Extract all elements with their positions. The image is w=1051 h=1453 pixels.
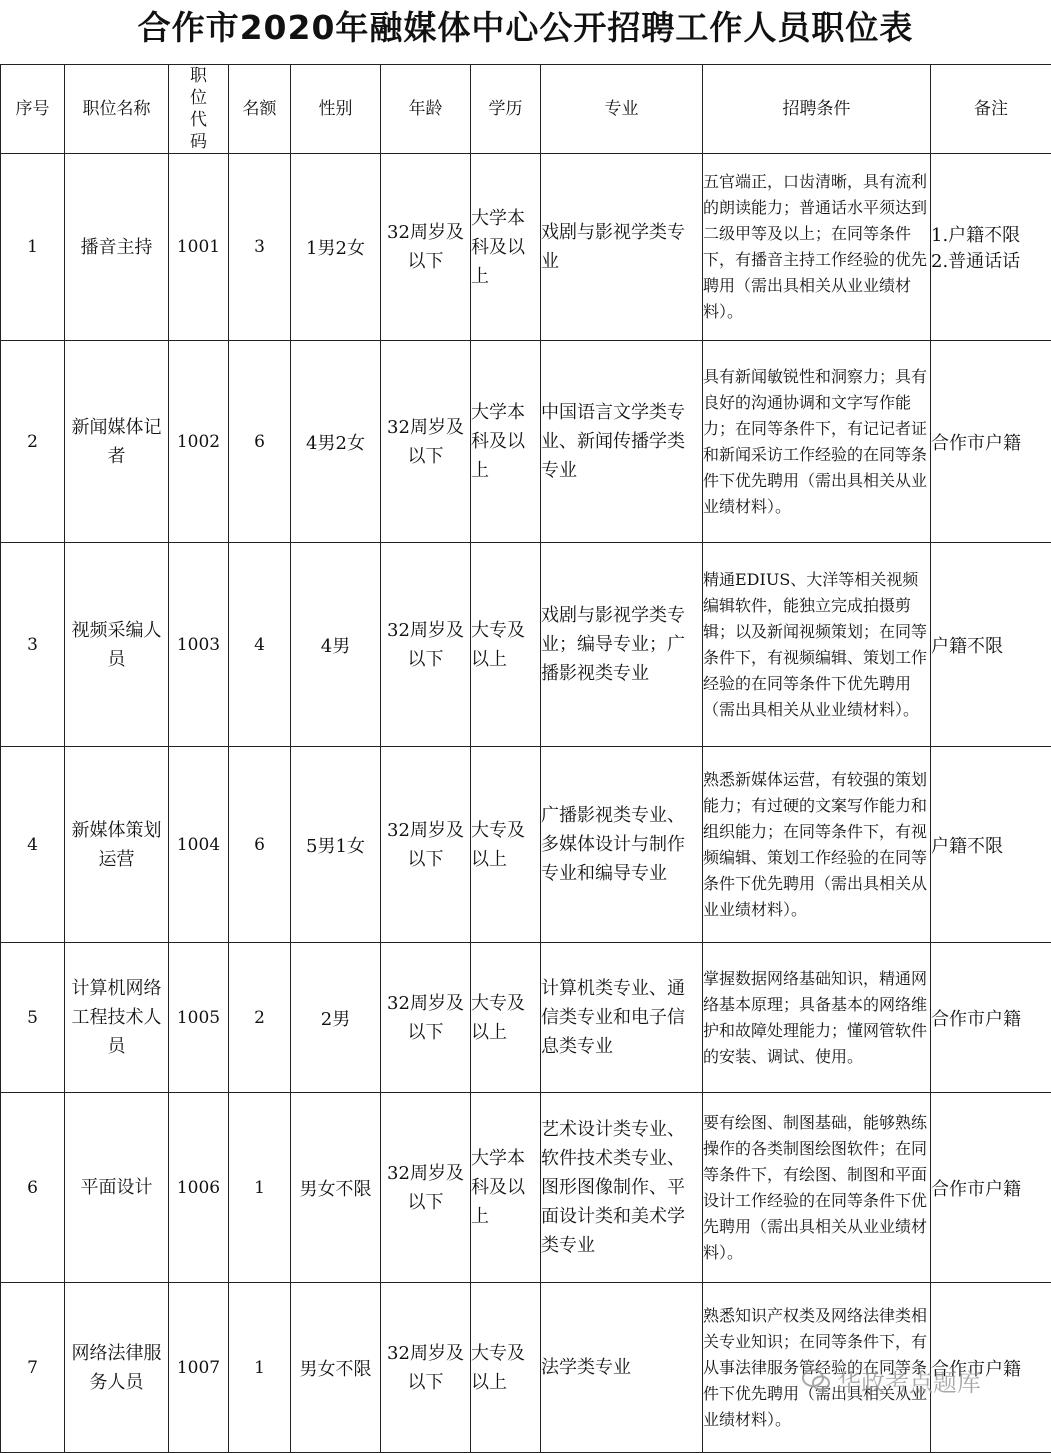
job-code: 1004 — [169, 747, 229, 943]
job-education: 大学本科及以上 — [471, 154, 541, 341]
job-table — [0, 64, 1051, 1453]
job-major: 法学类专业 — [541, 1283, 703, 1453]
row-number: 1 — [1, 154, 65, 341]
job-gender: 1男2女 — [291, 154, 381, 341]
job-quota: 2 — [229, 943, 291, 1093]
header-row — [1, 65, 1051, 154]
row-number: 5 — [1, 943, 65, 1093]
job-note: 合作市户籍 — [931, 943, 1051, 1093]
job-name: 新闻媒体记者 — [65, 341, 169, 543]
table-row — [1, 341, 1051, 543]
job-education: 大学本科及以上 — [471, 341, 541, 543]
header-code: 职位代码 — [169, 65, 229, 154]
job-education: 大专及以上 — [471, 943, 541, 1093]
header-gender: 性别 — [291, 65, 381, 154]
header-note: 备注 — [931, 65, 1051, 154]
row-number: 7 — [1, 1283, 65, 1453]
wechat-icon — [801, 1368, 831, 1392]
job-education: 大学本科及以上 — [471, 1093, 541, 1283]
job-conditions: 五官端正，口齿清晰，具有流利的朗读能力；普通话水平须达到二级甲等及以上；在同等条件下，有播音主持工作经验的优先聘用（需出具相关从业业绩材料）。 — [703, 154, 931, 341]
job-name: 视频采编人员 — [65, 543, 169, 747]
job-note: 合作市户籍 — [931, 341, 1051, 543]
job-note: 合作市户籍 — [931, 1093, 1051, 1283]
page-title: 合作市2020年融媒体中心公开招聘工作人员职位表 — [0, 0, 1051, 58]
job-conditions: 掌握数据网络基础知识，精通网络基本原理；具备基本的网络维护和故障处理能力；懂网管软件的安装、调试、使用。 — [703, 943, 931, 1093]
table-row — [1, 747, 1051, 943]
job-age: 32周岁及以下 — [381, 1093, 471, 1283]
job-quota: 1 — [229, 1283, 291, 1453]
job-age: 32周岁及以下 — [381, 747, 471, 943]
job-quota: 1 — [229, 1093, 291, 1283]
watermark — [801, 1358, 1041, 1402]
job-gender: 2男 — [291, 943, 381, 1093]
header-edu: 学历 — [471, 65, 541, 154]
job-quota: 3 — [229, 154, 291, 341]
job-code: 1005 — [169, 943, 229, 1093]
job-gender: 男女不限 — [291, 1093, 381, 1283]
job-quota: 6 — [229, 341, 291, 543]
job-code: 1001 — [169, 154, 229, 341]
job-name: 计算机网络工程技术人员 — [65, 943, 169, 1093]
job-note: 户籍不限 — [931, 747, 1051, 943]
job-name: 新媒体策划运营 — [65, 747, 169, 943]
job-conditions: 熟悉知识产权类及网络法律类相关专业知识；在同等条件下，有从事法律服务管经验的在同等条件下优先聘用（需出具相关从业业绩材料）。 — [703, 1283, 931, 1453]
job-major: 戏剧与影视学类专业 — [541, 154, 703, 341]
job-note: 合作市户籍 — [931, 1283, 1051, 1453]
row-number: 6 — [1, 1093, 65, 1283]
row-number: 3 — [1, 543, 65, 747]
job-conditions: 精通EDIUS、大洋等相关视频编辑软件，能独立完成拍摄剪辑；以及新闻视频策划；在同等条件下，有视频编辑、策划工作经验的在同等条件下优先聘用（需出具相关从业业绩材料）。 — [703, 543, 931, 747]
job-education: 大专及以上 — [471, 1283, 541, 1453]
job-age: 32周岁及以下 — [381, 543, 471, 747]
table-row — [1, 943, 1051, 1093]
row-number: 2 — [1, 341, 65, 543]
job-age: 32周岁及以下 — [381, 943, 471, 1093]
job-gender: 男女不限 — [291, 1283, 381, 1453]
job-conditions: 具有新闻敏锐性和洞察力；具有良好的沟通协调和文字写作能力；在同等条件下，有记记者证和新闻采访工作经验的在同等条件下优先聘用（需出具相关从业业绩材料）。 — [703, 341, 931, 543]
header-major: 专业 — [541, 65, 703, 154]
job-age: 32周岁及以下 — [381, 154, 471, 341]
job-education: 大专及以上 — [471, 747, 541, 943]
job-age: 32周岁及以下 — [381, 341, 471, 543]
table-row — [1, 1093, 1051, 1283]
header-age: 年龄 — [381, 65, 471, 154]
job-major: 中国语言文学类专业、新闻传播学类专业 — [541, 341, 703, 543]
table-row — [1, 154, 1051, 341]
job-name: 平面设计 — [65, 1093, 169, 1283]
job-code: 1003 — [169, 543, 229, 747]
header-no: 序号 — [1, 65, 65, 154]
header-quota: 名额 — [229, 65, 291, 154]
row-number: 4 — [1, 747, 65, 943]
job-code: 1006 — [169, 1093, 229, 1283]
job-gender: 4男2女 — [291, 341, 381, 543]
job-major: 艺术设计类专业、软件技术类专业、图形图像制作、平面设计类和美术学类专业 — [541, 1093, 703, 1283]
job-note: 1.户籍不限 2.普通话话 — [931, 154, 1051, 341]
watermark-text: 华政考点题库 — [837, 1363, 981, 1398]
job-name: 播音主持 — [65, 154, 169, 341]
job-code: 1002 — [169, 341, 229, 543]
job-gender: 5男1女 — [291, 747, 381, 943]
job-education: 大专及以上 — [471, 543, 541, 747]
job-gender: 4男 — [291, 543, 381, 747]
job-name: 网络法律服务人员 — [65, 1283, 169, 1453]
job-quota: 6 — [229, 747, 291, 943]
header-name: 职位名称 — [65, 65, 169, 154]
job-quota: 4 — [229, 543, 291, 747]
header-cond: 招聘条件 — [703, 65, 931, 154]
job-age: 32周岁及以下 — [381, 1283, 471, 1453]
job-code: 1007 — [169, 1283, 229, 1453]
job-major: 戏剧与影视学类专业；编导专业；广播影视类专业 — [541, 543, 703, 747]
job-major: 计算机类专业、通信类专业和电子信息类专业 — [541, 943, 703, 1093]
job-conditions: 要有绘图、制图基础，能够熟练操作的各类制图绘图软件；在同等条件下，有绘图、制图和平面设计工作经验的在同等条件下优先聘用（需出具相关从业业绩材料）。 — [703, 1093, 931, 1283]
job-major: 广播影视类专业、多媒体设计与制作专业和编导专业 — [541, 747, 703, 943]
table-row — [1, 543, 1051, 747]
job-note: 户籍不限 — [931, 543, 1051, 747]
job-conditions: 熟悉新媒体运营，有较强的策划能力；有过硬的文案写作能力和组织能力；在同等条件下，有视频编辑、策划工作经验的在同等条件下优先聘用（需出具相关从业业绩材料）。 — [703, 747, 931, 943]
